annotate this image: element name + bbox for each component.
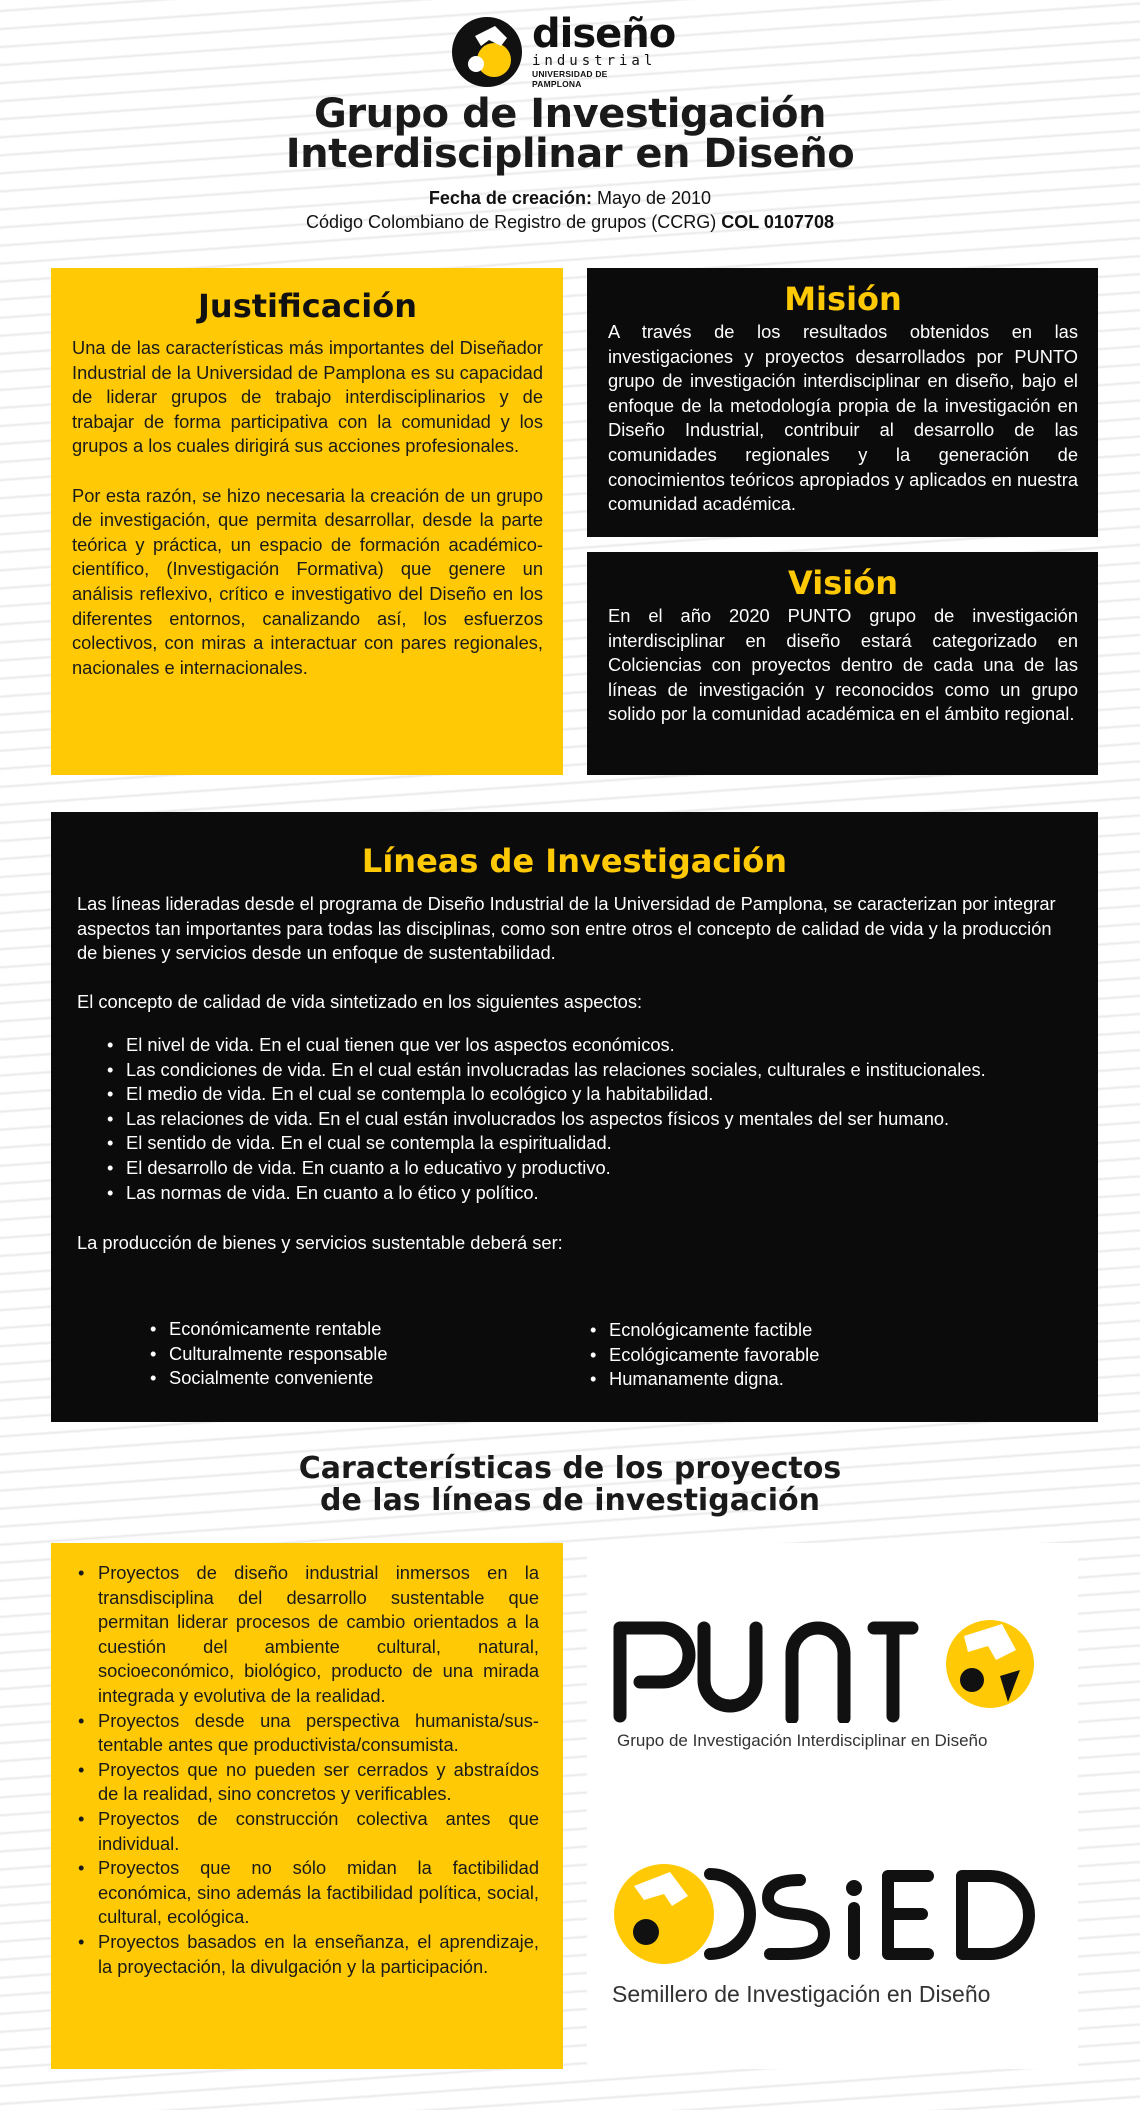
lineas-intro: Las líneas lideradas desde el programa de Diseño Industrial de la Universidad de Pamplona, se caracterizan por integrar aspectos tan importantes para todas las disciplinas, como son entre otros el concepto de calidad de vida y la producción de bienes y servicios desde un enfoque de sustentabilidad. — [77, 893, 1056, 964]
creation-date — [170, 186, 970, 210]
list-item: • Proyectos basados en la enseñanza, el aprendizaje, la proyectación, la divulgación y la participación. — [75, 1930, 539, 1979]
page-title — [170, 91, 970, 177]
title-line-1: Grupo de Investigación — [314, 91, 826, 137]
list-item: • El desarrollo de vida. En cuanto a lo educativo y productivo. — [104, 1156, 1004, 1181]
punto-logo-icon — [612, 1598, 1042, 1723]
justificacion-paragraph-2: Por esta razón, se hizo necesaria la creación de un grupo de investigación, que permita desarrollar, desde la parte teórica y práctica, un espacio de formación académico-científico, (Investigación Formativa) que genere un análisis reflexivo, crítico e investigativo del Diseño en los diferentes entornos, canalizando así, los esfuerzos colectivos, con miras a interactuar con pares regionales, nacionales e internacionales. — [72, 484, 543, 678]
mision-text: A través de los resultados obtenidos en las investigaciones y proyectos desarrollados por PUNTO grupo de investigación interdisciplinar en diseño, bajo el enfoque de la metodología propia de la investigación en Diseño Industrial, contribuir al desarrollo de las comunidades regionales y la generación de conocimientos teóricos apropiados y aplicados en nuestra comunidad académica. — [608, 321, 1078, 515]
title-line-2: Interdisciplinar en Diseño — [285, 131, 855, 177]
list-item: • El sentido de vida. En el cual se contempla la espiritualidad. — [104, 1131, 1004, 1156]
caracteristicas-heading — [170, 1453, 970, 1517]
logo-diseno-text: diseño — [532, 11, 676, 57]
sied-logo-label: Semillero de Investigación en Diseño — [612, 1981, 991, 2007]
caracteristicas-card — [51, 1543, 563, 2069]
vision-text: En el año 2020 PUNTO grupo de investigación interdisciplinar en diseño estará categorizado en Colciencias con proyectos dentro de cada una de las líneas de investigación y reconocidos como un grupo solido por la comunidad académica en el ámbito regional. — [608, 605, 1078, 725]
creation-label: Fecha de creación: — [428, 188, 592, 208]
ccrg-value: COL 0107708 — [721, 212, 834, 232]
list-item: • Proyectos que no pueden ser cerrados y abstraídos de la realidad, sino concretos y verificables. — [75, 1758, 539, 1807]
logo-university-text: UNIVERSIDAD DE PAMPLONA — [532, 69, 608, 89]
list-item: • Proyectos de diseño industrial inmersos en la transdisciplina del desarrollo sustentable que permitan liderar procesos de cambio orientados a la cuestión del ambiente cultural, natural, socioeconómico, biológico, producto de una mirada integrada y evolutiva de la realidad. — [75, 1561, 539, 1709]
calidad-aspects-list — [104, 1033, 1004, 1205]
list-item: • Socialmente conveniente — [147, 1366, 477, 1391]
mision-title: Misión — [784, 280, 902, 318]
list-item: • Las relaciones de vida. En el cual están involucrados los aspectos físicos y mentales del ser humano. — [104, 1107, 1004, 1132]
vision-title: Visión — [788, 564, 898, 602]
produccion-list-right — [587, 1318, 917, 1392]
caracteristicas-title-line-1: Características de los proyectos — [298, 1451, 842, 1486]
group-info — [170, 186, 970, 234]
list-item: • Las normas de vida. En cuanto a lo ético y político. — [104, 1181, 1004, 1206]
ccrg-label: Código Colombiano de Registro de grupos (CCRG) — [306, 212, 722, 232]
justificacion-title: Justificación — [198, 287, 417, 325]
list-item: • Culturalmente responsable — [147, 1342, 477, 1367]
logo-industrial-text: industrial — [532, 53, 657, 69]
creation-value: Mayo de 2010 — [591, 188, 712, 208]
list-item: • Ecológicamente favorable — [587, 1343, 917, 1368]
ccrg-code — [170, 210, 970, 234]
list-item: • El nivel de vida. En el cual tienen que ver los aspectos económicos. — [104, 1033, 1004, 1058]
punto-logo-label: Grupo de Investigación Interdisciplinar en Diseño — [617, 1731, 988, 1750]
list-item: • Las condiciones de vida. En el cual están involucradas las relaciones sociales, culturales e institucionales. — [104, 1058, 1004, 1083]
diseno-industrial-logo-icon — [451, 16, 523, 88]
sied-logo-icon — [610, 1850, 1050, 1975]
list-item: • Proyectos desde una perspectiva humanista/sus-tentable antes que productivista/consumista. — [75, 1709, 539, 1758]
diseno-industrial-logo — [532, 11, 676, 89]
caracteristicas-title-line-2: de las líneas de investigación — [320, 1483, 820, 1518]
list-item: • Económicamente rentable — [147, 1317, 477, 1342]
justificacion-card — [51, 268, 563, 775]
justificacion-paragraph-1: Una de las características más importantes del Diseñador Industrial de la Universidad de Pamplona es su capacidad de liderar grupos de trabajo interdisciplinarios y de trabajar de forma participativa con la comunidad y los grupos a los cuales dirigirá sus acciones profesionales. — [72, 337, 543, 457]
list-item: • Proyectos de construcción colectiva antes que individual. — [75, 1807, 539, 1856]
produccion-intro: La producción de bienes y servicios sustentable deberá ser: — [77, 1232, 563, 1254]
calidad-intro: El concepto de calidad de vida sintetizado en los siguientes aspectos: — [77, 991, 643, 1013]
list-item: • Humanamente digna. — [587, 1367, 917, 1392]
list-item: • El medio de vida. En el cual se contempla lo ecológico y la habitabilidad. — [104, 1082, 1004, 1107]
vision-card — [587, 552, 1098, 775]
lineas-title: Líneas de Investigación — [361, 842, 788, 880]
caracteristicas-list — [75, 1561, 539, 1979]
list-item: • Ecnológicamente factible — [587, 1318, 917, 1343]
mision-card — [587, 268, 1098, 537]
list-item: • Proyectos que no sólo midan la factibilidad económica, sino además la factibilidad política, social, cultural, ecológica. — [75, 1856, 539, 1930]
produccion-list-left — [147, 1317, 477, 1391]
